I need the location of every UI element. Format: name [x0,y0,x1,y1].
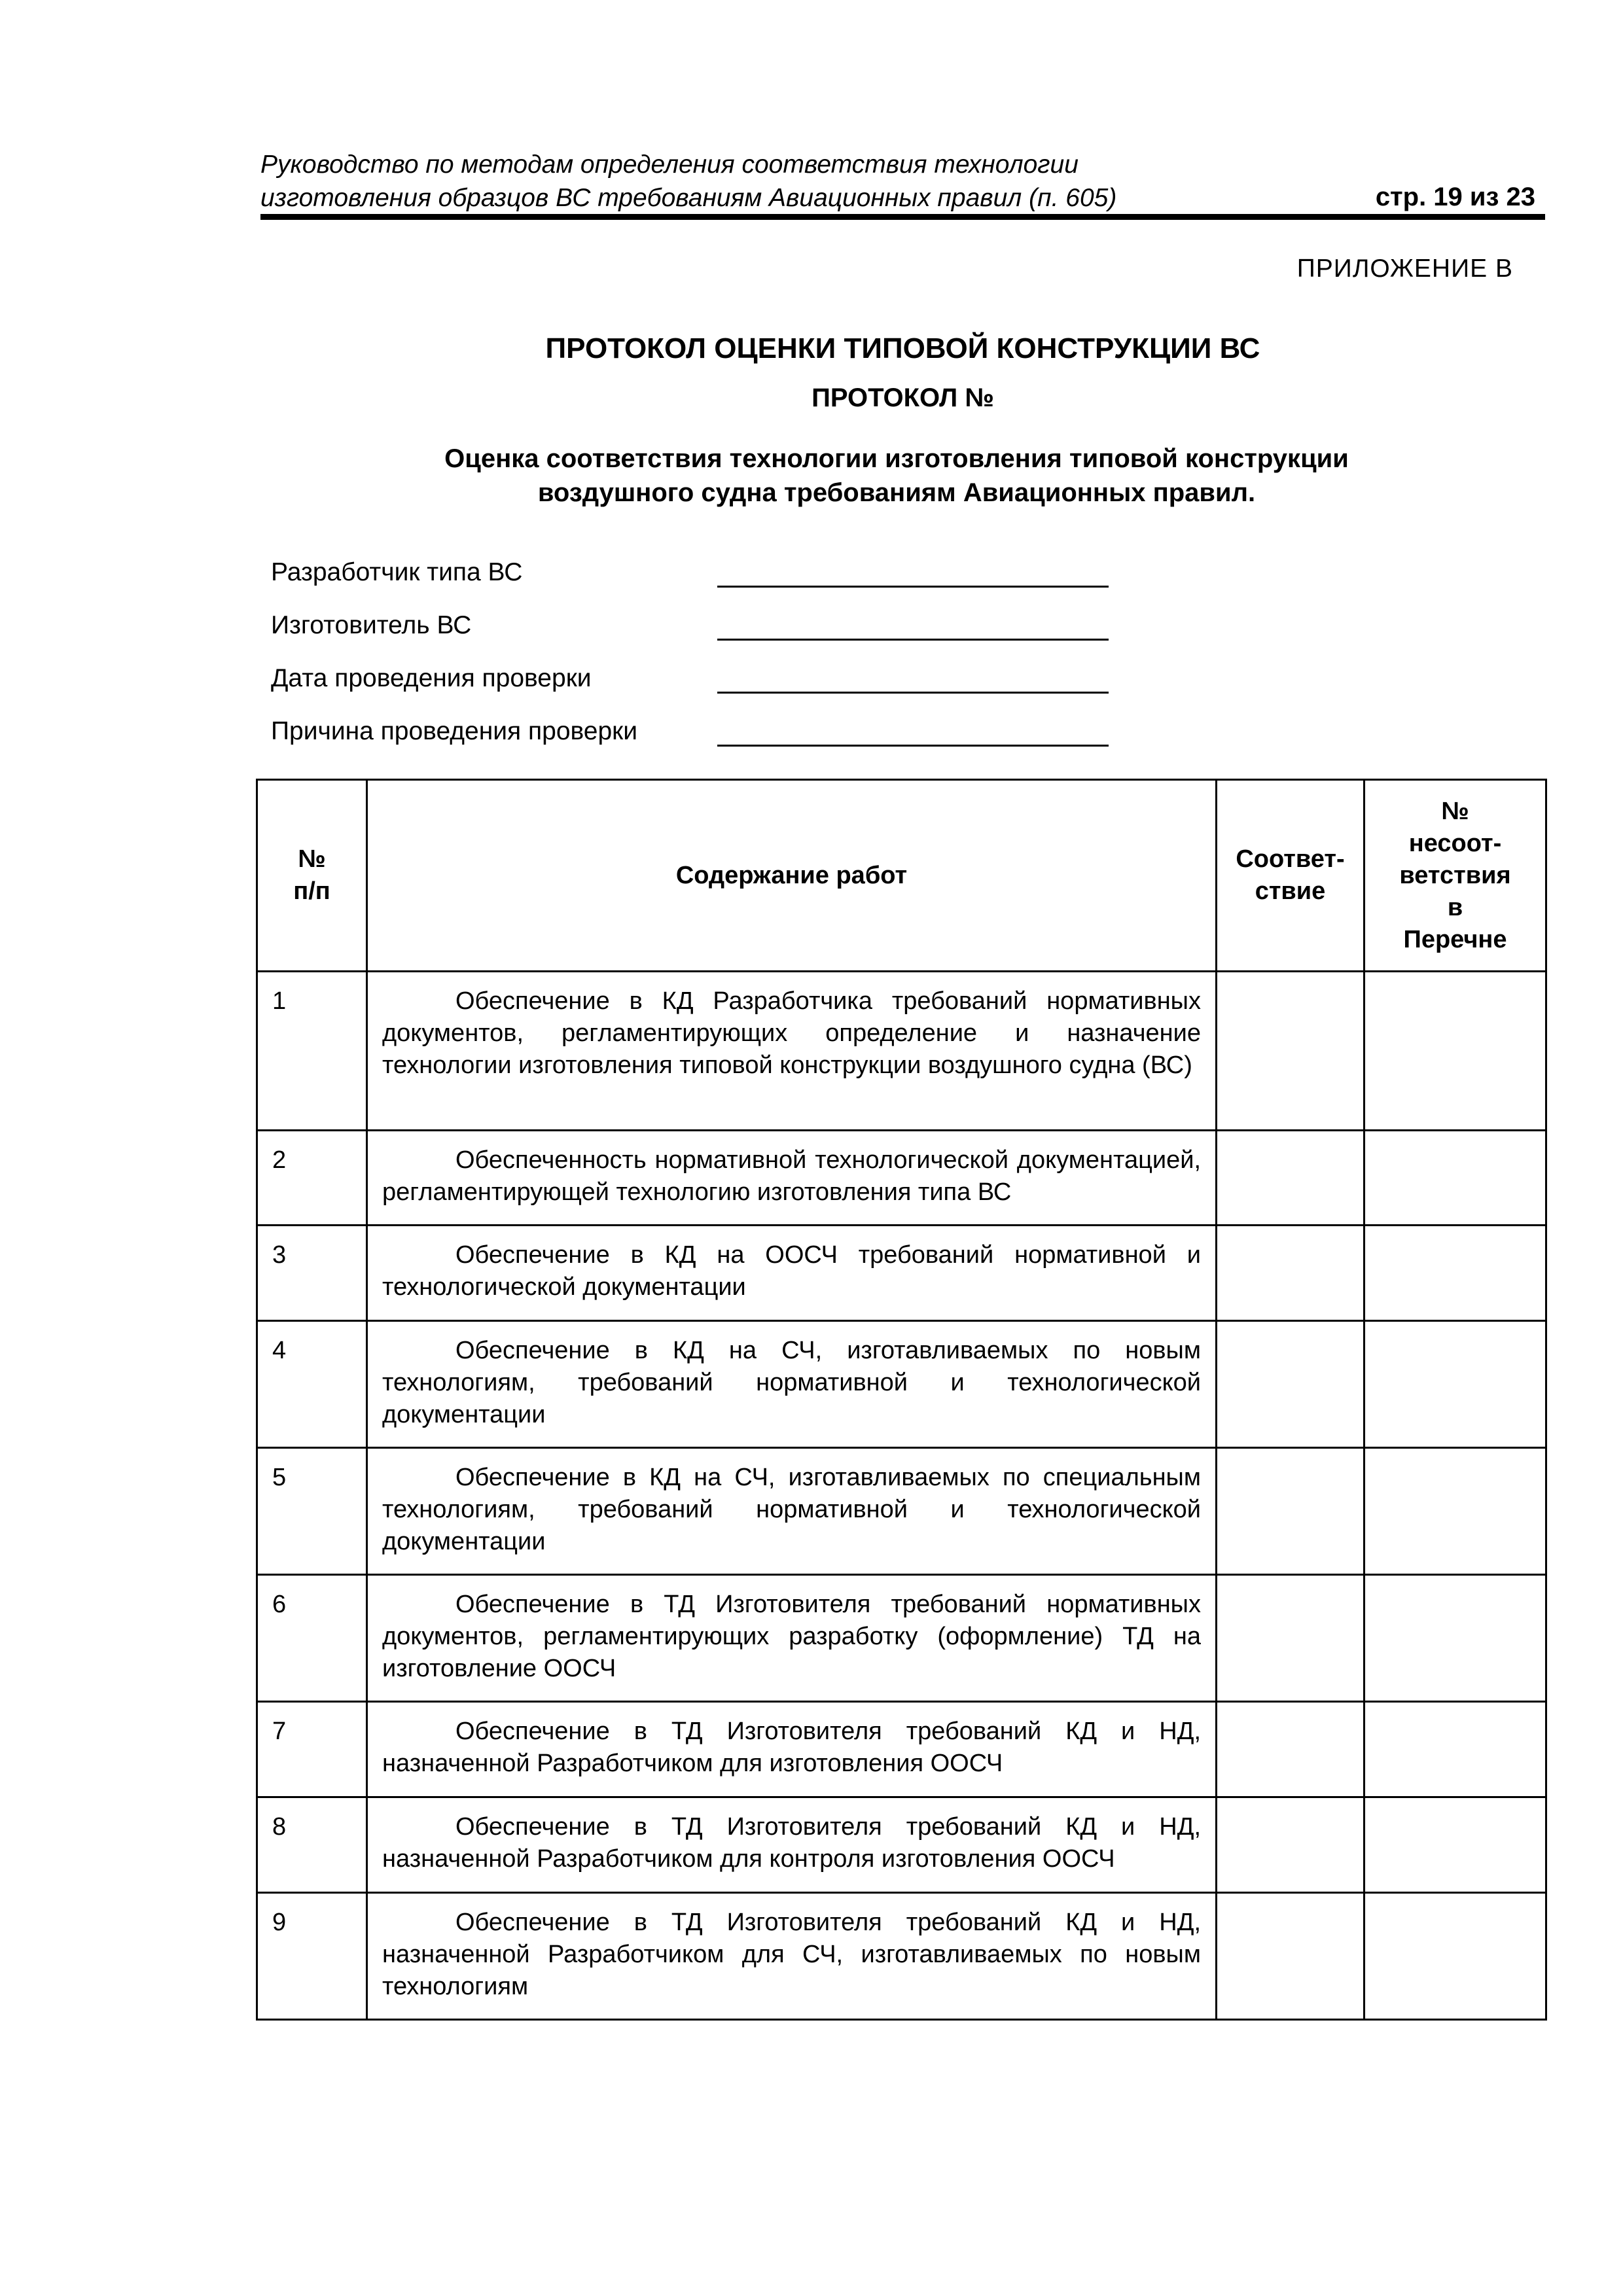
field-manufacturer [271,609,1122,662]
subtitle-line-2: воздушного судна требованиям Авиационных правил. [537,478,1256,507]
blank-line[interactable] [717,692,1109,694]
evaluation-table [256,779,1547,2021]
table-row [257,1893,1546,2020]
nonconformity-cell[interactable] [1364,972,1546,1131]
header-nc-line-4: в [1447,893,1463,921]
row-text: Обеспечение в ТД Изготовителя требований КД и НД, назначенной Разработчиком для СЧ, изготавливаемых по новым технологиям [382,1909,1201,2000]
field-inspection-date [271,662,1122,715]
table-row [257,1131,1546,1226]
info-fields [271,556,1122,768]
header-num [257,780,367,972]
appendix-label: ПРИЛОЖЕНИЕ В [1296,255,1513,283]
protocol-title: ПРОТОКОЛ ОЦЕНКИ ТИПОВОЙ КОНСТРУКЦИИ ВС [545,332,1260,364]
header-nc-line-1: № [1441,797,1469,825]
blank-line[interactable] [717,586,1109,588]
table-row [257,1702,1546,1797]
header-compliance [1217,780,1364,972]
compliance-cell[interactable] [1217,1226,1364,1321]
field-inspection-reason [271,715,1122,768]
compliance-cell[interactable] [1217,972,1364,1131]
row-text: Обеспечение в ТД Изготовителя требований нормативных документов, регламентирующих разработку (оформление) ТД на изготовление ООСЧ [382,1591,1201,1682]
header-content: Содержание работ [367,780,1217,972]
row-number: 6 [257,1575,367,1702]
row-content [367,972,1217,1131]
table-row [257,1797,1546,1893]
row-content [367,1893,1217,2020]
table-header-row [257,780,1546,972]
row-text: Обеспечение в КД на ООСЧ требований нормативной и технологической документации [382,1241,1201,1301]
nonconformity-cell[interactable] [1364,1448,1546,1575]
row-number: 2 [257,1131,367,1226]
field-developer [271,556,1122,609]
row-number: 8 [257,1797,367,1893]
document-title-line-1: Руководство по методам определения соответствия технологии [260,150,1079,179]
header-nc-line-2: несоот- [1408,829,1502,857]
row-content [367,1321,1217,1448]
header-nonconformity-number [1364,780,1546,972]
document-title [260,148,1281,215]
field-label: Разработчик типа ВС [271,558,523,586]
compliance-cell[interactable] [1217,1575,1364,1702]
nonconformity-cell[interactable] [1364,1131,1546,1226]
nonconformity-cell[interactable] [1364,1702,1546,1797]
row-content [367,1797,1217,1893]
header-nc-line-3: ветствия [1399,861,1511,889]
row-number: 5 [257,1448,367,1575]
nonconformity-cell[interactable] [1364,1226,1546,1321]
header-num-line-1: № [298,845,326,873]
nonconformity-cell[interactable] [1364,1797,1546,1893]
row-content [367,1448,1217,1575]
table-row [257,1448,1546,1575]
row-text: Обеспечение в КД на СЧ, изготавливаемых по новым технологиям, требований нормативной и технологической документации [382,1337,1201,1428]
field-label: Изготовитель ВС [271,611,472,639]
compliance-cell[interactable] [1217,1797,1364,1893]
row-content [367,1575,1217,1702]
row-number: 3 [257,1226,367,1321]
row-content [367,1702,1217,1797]
row-number: 4 [257,1321,367,1448]
field-label: Дата проведения проверки [271,664,592,692]
compliance-cell[interactable] [1217,1448,1364,1575]
nonconformity-cell[interactable] [1364,1575,1546,1702]
row-content [367,1226,1217,1321]
row-text: Обеспечение в ТД Изготовителя требований КД и НД, назначенной Разработчиком для изготовления ООСЧ [382,1718,1201,1777]
header-num-line-2: п/п [293,877,330,905]
table-row [257,1575,1546,1702]
header-compliance-line-1: Соответ- [1236,845,1345,873]
table-row [257,1321,1546,1448]
page-number: стр. 19 из 23 [1375,183,1535,211]
nonconformity-cell[interactable] [1364,1321,1546,1448]
row-text: Обеспечение в ТД Изготовителя требований КД и НД, назначенной Разработчиком для контроля изготовления ООСЧ [382,1813,1201,1873]
field-label: Причина проведения проверки [271,717,638,745]
blank-line[interactable] [717,639,1109,641]
subtitle-line-1: Оценка соответствия технологии изготовления типовой конструкции [444,444,1349,473]
table-row [257,1226,1546,1321]
header-nc-line-5: Перечне [1403,925,1507,953]
table-row [257,972,1546,1131]
protocol-number: ПРОТОКОЛ № [812,383,994,412]
compliance-cell[interactable] [1217,1321,1364,1448]
row-number: 9 [257,1893,367,2020]
header-divider [260,214,1545,220]
compliance-cell[interactable] [1217,1893,1364,2020]
protocol-subtitle [393,442,1400,510]
compliance-cell[interactable] [1217,1702,1364,1797]
row-text: Обеспечение в КД на СЧ, изготавливаемых по специальным технологиям, требований нормативной и технологической документации [382,1464,1201,1555]
row-content [367,1131,1217,1226]
compliance-cell[interactable] [1217,1131,1364,1226]
row-number: 1 [257,972,367,1131]
row-number: 7 [257,1702,367,1797]
header-compliance-line-2: ствие [1255,877,1326,905]
row-text: Обеспечение в КД Разработчика требований нормативных документов, регламентирующих определение и назначение технологии изготовления типовой конструкции воздушного судна (ВС) [382,987,1201,1079]
page-header [260,145,1543,219]
nonconformity-cell[interactable] [1364,1893,1546,2020]
row-text: Обеспеченность нормативной технологической документацией, регламентирующей технологию изготовления типа ВС [382,1146,1201,1206]
blank-line[interactable] [717,745,1109,747]
document-title-line-2: изготовления образцов ВС требованиям Авиационных правил (п. 605) [260,184,1117,212]
